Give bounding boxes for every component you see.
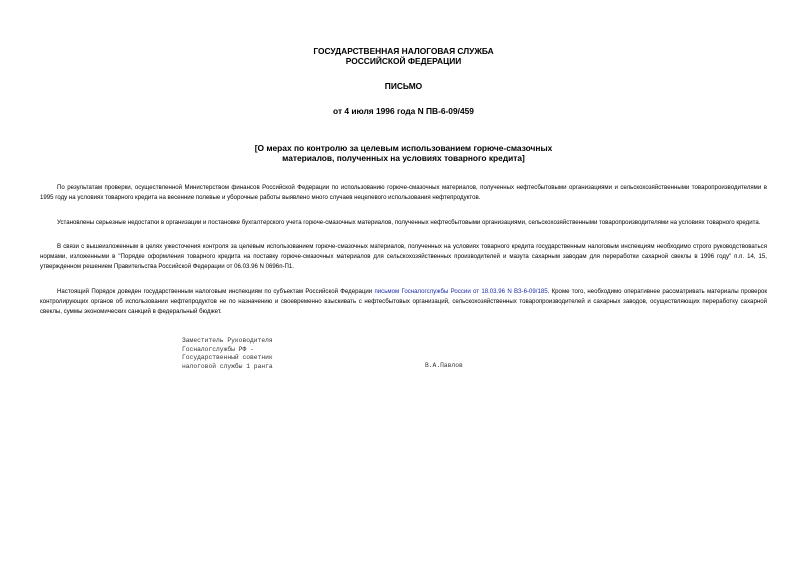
paragraph-3: В связи с вышеизложенным в целях ужесточения контроля за целевым использованием горюче-смазочных материалов, полученных на условиях товарного кредита государственным налоговым инспекциям необходимо строго руководствоваться нормами, изложенными в "Порядке оформления товарного кредита на поставку горюче-смазочных материалов для сельскохозяйственных производителей и мазута сахарным заводам для переработки сахарной свеклы в 1996 году" п.п. 14, 15, утвержденном решением Правительства Российской Федерации от 06.03.96 N 0696п-П1. — [40, 243, 767, 270]
document-date-number: от 4 июля 1996 года N ПВ-6-09/459 — [333, 106, 474, 116]
paragraph-4-text-end: . Кроме того, необходимо оперативнее рассматривать материалы проверок контролирующих органов об использовании нефтепродуктов не по назначению и своевременно взыскивать с нефтесбытовых организаций, сельскохозяйственных товаропроизводителей и сахарных заводов, осуществляющих переработку сахарной свеклы, суммы экономических санкций в федеральный бюджет. — [40, 287, 768, 315]
signer-title-line1: Заместитель Руководителя — [182, 337, 273, 344]
subject-line1: [О мерах по контролю за целевым использованием горюче-смазочных — [254, 143, 553, 153]
document-header — [0, 46, 807, 116]
signature-block — [182, 337, 273, 371]
paragraph-1: По результатам проверки, осуществленной Министерством финансов Российской Федерации по использованию горюче-смазочных материалов, полученных нефтесбытовыми организациями и сельскохозяйственными товаропроизводителями в 1995 году на условиях товарного кредита на весенние полевые и уборочные работы выявлено много случаев нецелевого использования нефтепродуктов. — [40, 184, 767, 201]
agency-name-line1: ГОСУДАРСТВЕННАЯ НАЛОГОВАЯ СЛУЖБА — [313, 46, 494, 56]
signer-title-line4: налоговой службы 1 ранга — [182, 362, 273, 370]
document-body — [40, 183, 767, 317]
document-subject — [0, 143, 807, 163]
signer-title-line3: Государственный советник — [182, 354, 273, 362]
paragraph-4-text-start: Настоящий Порядок доведен государственным налоговым инспекциям по субъектам Российской Федерации — [57, 287, 375, 295]
agency-name-line2: РОССИЙСКОЙ ФЕДЕРАЦИИ — [345, 56, 462, 66]
paragraph-2: Установлены серьезные недостатки в организации и постановке бухгалтерского учета горюче-смазочных материалов, полученных нефтесбытовыми организациями, сельскохозяйственными товаропроизводителями на условиях товарного кредита. — [57, 218, 761, 226]
subject-line2: материалов, полученных на условиях товарного кредита] — [282, 153, 525, 163]
signer-title-line2: Госналогслужбы РФ - — [182, 345, 254, 353]
document-type: ПИСЬМО — [384, 81, 423, 91]
referenced-letter-link[interactable]: письмом Госналогслужбы России от 18.03.96 N ВЗ-6-09/185 — [374, 287, 548, 295]
signer-name: В.А.Павлов — [425, 362, 463, 369]
paragraph-4 — [40, 287, 767, 317]
